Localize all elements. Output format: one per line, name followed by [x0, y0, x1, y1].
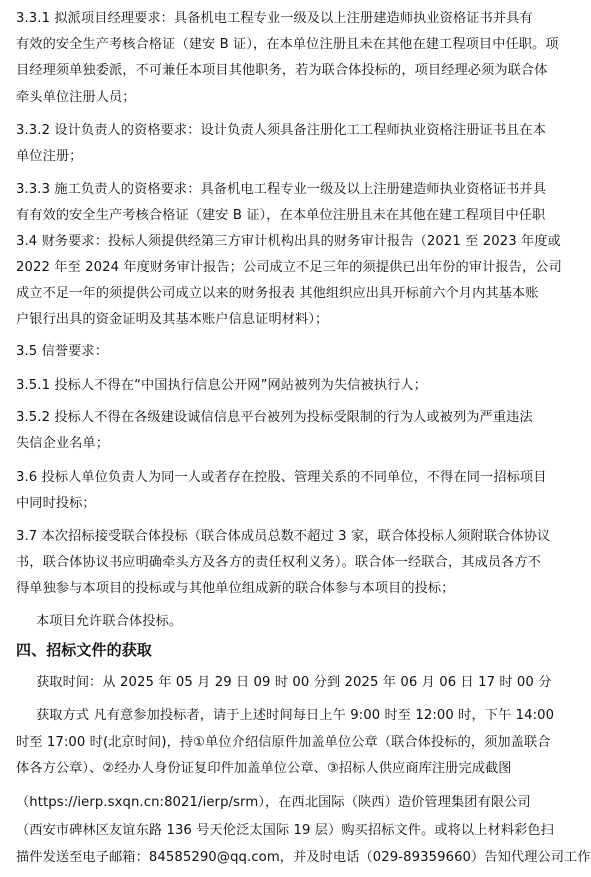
text-line-28: （https://ierp.sxqn.cn:8021/ierp/srm），在西北国际（陕西）造价管理集团有限公司 [16, 795, 531, 810]
text-line-6: 单位注册； [16, 149, 83, 164]
text-line-2: 有效的安全生产考核合格证（建安 B 证），在本单位注册且未在其他在建工程项目中任职。项 [16, 37, 559, 52]
text-line-20: 书，联合体协议书应明确牵头方及各方的责任权利义务）。联合体一经联合，其成员各方不 [16, 555, 541, 570]
text-line-17: 3.6 投标人单位负责人为同一人或者存在控股、管理关系的不同单位，不得在同一招标项目 [16, 470, 547, 485]
text-line-24: 获取时间：从 2025 年 05 月 29 日 09 时 00 分到 2025 年 06 月 06 日 17 时 00 分 [36, 675, 552, 690]
text-line-30: 描件发送至电子邮箱：84585290@qq.com，并及时电话（029-89359660）告知代理公司工作 [16, 850, 591, 865]
text-line-26: 时至 17:00 时(北京时间)，持①单位介绍信原件加盖单位公章（联合体投标的，须加盖联合 [16, 735, 551, 750]
text-line-29: （西安市碑林区友谊东路 136 号天伦泛太国际 19 层）购买招标文件。或将以上材料彩色扫 [16, 823, 554, 838]
text-line-14: 3.5.1 投标人不得在“中国执行信息公开网”网站被列为失信被执行人； [16, 378, 427, 393]
text-line-7: 3.3.3 施工负责人的资格要求：具备机电工程专业一级及以上注册建造师执业资格证书并具 [16, 182, 546, 197]
text-line-3: 目经理须单独委派，不可兼任本项目其他职务，若为联合体投标的，项目经理必须为联合体 [16, 63, 548, 78]
text-line-12: 户银行出具的资金证明及其基本账户信息证明材料）； [16, 312, 329, 327]
text-line-25: 获取方式 凡有意参加投标者，请于上述时间每日上午 9:00 时至 12:00 时，下午 14:00 [36, 708, 555, 723]
text-line-5: 3.3.2 设计负责人的资格要求：设计负责人须具备注册化工工程师执业资格注册证书且在本 [16, 123, 546, 138]
text-line-10: 2022 年至 2024 年度财务审计报告；公司成立不足三年的须提供已出年份的审计报告，公司 [16, 260, 562, 275]
text-line-27: 体各方公章）、②经办人身份证复印件加盖单位公章、③招标人供应商库注册完成截图 [16, 761, 512, 776]
text-line-13: 3.5 信誉要求： [16, 344, 109, 359]
text-line-9: 3.4 财务要求：投标人须提供经第三方审计机构出具的财务审计报告（2021 至 2023 年度或 [16, 234, 561, 249]
text-line-8: 有有效的安全生产考核合格证（建安 B 证），在本单位注册且未在其他在建工程项目中任职 [16, 208, 546, 223]
text-line-4: 牵头单位注册人员； [16, 90, 136, 105]
text-line-16: 失信企业名单； [16, 436, 110, 451]
text-line-15: 3.5.2 投标人不得在各级建设诚信信息平台被列为投标受限制的行为人或被列为严重违法 [16, 410, 533, 425]
text-line-21: 得单独参与本项目的投标或与其他单位组成新的联合体参与本项目的投标； [16, 581, 455, 596]
text-line-19: 3.7 本次招标接受联合体投标（联合体成员总数不超过 3 家，联合体投标人须附联合体协议 [16, 529, 551, 544]
text-line-22: 本项目允许联合体投标。 [36, 614, 183, 629]
text-line-1: 3.3.1 拟派项目经理要求：具备机电工程专业一级及以上注册建造师执业资格证书并具有 [16, 11, 533, 26]
text-line-18: 中同时投标； [16, 496, 96, 511]
section-heading: 四、招标文件的获取 [16, 641, 152, 659]
text-line-11: 成立不足一年的须提供公司成立以来的财务报表 其他组织应出具开标前六个月内其基本账 [16, 286, 539, 301]
